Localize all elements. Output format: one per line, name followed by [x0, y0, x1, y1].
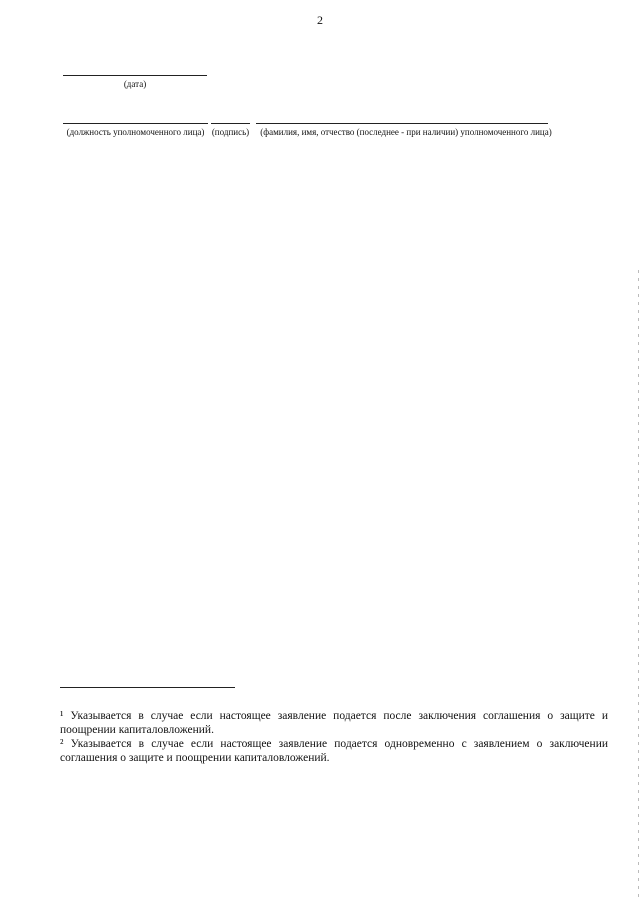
footnotes: [60, 709, 608, 765]
date-line: [63, 75, 207, 76]
page-number: 2: [317, 13, 323, 27]
signature-line: [211, 123, 250, 124]
name-caption: (фамилия, имя, отчество (последнее - при наличии) уполномоченного лица): [260, 127, 552, 137]
footnote-1-text: Указывается в случае если настоящее заявление подается после заключения соглашения о защите и поощрении капиталовложений.: [60, 710, 608, 736]
position-caption: (должность уполномоченного лица): [66, 127, 205, 137]
footnote-2: [60, 737, 608, 765]
name-line: [256, 123, 548, 124]
signature-caption: (подпись): [211, 127, 250, 137]
footnote-1: [60, 709, 608, 737]
footnote-2-text: Указывается в случае если настоящее заявление подается одновременно с заявлением о заключении соглашения о защите и поощрении капиталовложений.: [60, 738, 608, 764]
position-line: [63, 123, 208, 124]
footnote-1-mark: ¹: [60, 710, 64, 722]
date-caption: (дата): [123, 79, 147, 89]
footnote-separator: [60, 687, 235, 688]
footnote-2-mark: ²: [60, 738, 64, 750]
scan-edge-mark: [638, 270, 639, 900]
